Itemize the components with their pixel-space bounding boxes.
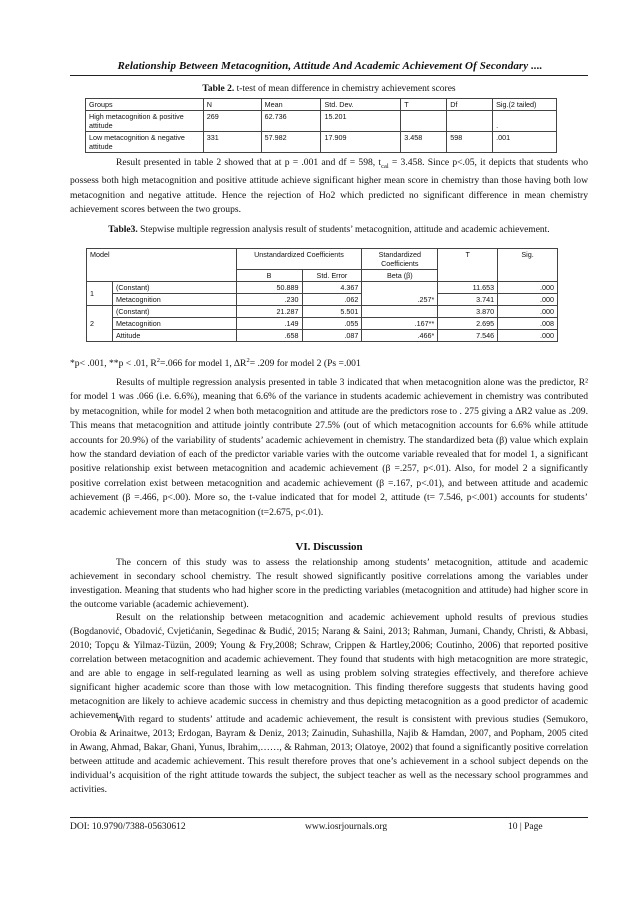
table2-cell-df xyxy=(447,111,493,132)
section-title: VI. Discussion xyxy=(295,541,363,553)
para1-subscript: cal xyxy=(381,162,389,170)
table3-cell-beta: .167** xyxy=(362,318,438,330)
table-row xyxy=(87,318,558,330)
table2 xyxy=(85,98,557,153)
result-paragraph-1 xyxy=(70,156,588,218)
table3-header-unstandardized: Unstandardized Coefficients xyxy=(236,249,362,270)
table2-caption-text: t-test of mean difference in chemistry achievement scores xyxy=(234,84,456,94)
table-row xyxy=(87,306,558,318)
table3-cell-b: .149 xyxy=(236,318,302,330)
table2-cell-sig: .001 xyxy=(493,132,557,153)
note-sup-2: 2 xyxy=(246,357,250,364)
table2-caption xyxy=(70,84,588,94)
table3-cell-t: 2.695 xyxy=(438,318,498,330)
table2-header: Df xyxy=(447,99,493,111)
table-row xyxy=(87,294,558,306)
table3-header-sig: Sig. xyxy=(498,249,558,282)
table2-caption-label: Table 2. xyxy=(202,84,235,94)
table2-cell-t: 3.458 xyxy=(401,132,447,153)
running-head: Relationship Between Metacognition, Attitude And Academic Achievement Of Secondary .... xyxy=(117,60,543,72)
table3-cell-se: .055 xyxy=(302,318,362,330)
table2-header: N xyxy=(203,99,261,111)
table3-cell-t: 3.870 xyxy=(438,306,498,318)
table2-cell-df: 598 xyxy=(447,132,493,153)
footer-page-number: 10 | Page xyxy=(508,822,543,832)
table3-header-beta: Beta (β) xyxy=(362,270,438,282)
table3-cell-b: 21.287 xyxy=(236,306,302,318)
table-row xyxy=(87,330,558,342)
header-rule xyxy=(70,75,588,76)
table2-cell-sig: . xyxy=(493,111,557,132)
table3-cell-name: Attitude xyxy=(112,330,236,342)
note-sup-1: 2 xyxy=(156,357,161,364)
table2-cell-n: 269 xyxy=(203,111,261,132)
table3-cell-sig: .000 xyxy=(498,306,558,318)
table3-caption-text: Stepwise multiple regression analysis result of students’ metacognition, attitude and academic achievement. xyxy=(137,225,550,235)
table3-header-t: T xyxy=(438,249,498,282)
table3-cell-sig: .000 xyxy=(498,282,558,294)
table2-header: Sig.(2 tailed) xyxy=(493,99,557,111)
table2-header: Mean xyxy=(261,99,321,111)
table3-note xyxy=(70,354,588,372)
table3-cell-se: .087 xyxy=(302,330,362,342)
table3-cell-t: 7.546 xyxy=(438,330,498,342)
table3-cell-beta: .257* xyxy=(362,282,438,306)
table3-cell-b: .230 xyxy=(236,294,302,306)
table3-cell-sig: .008 xyxy=(498,318,558,330)
note-part-a: *p< .001, **p < .01, R xyxy=(70,358,157,370)
table-row xyxy=(87,282,558,294)
table3-cell-name: (Constant) xyxy=(112,306,236,318)
table-row xyxy=(86,132,557,153)
table2-cell-mean: 62.736 xyxy=(261,111,321,132)
table3-header-std-error: Std. Error xyxy=(302,270,362,282)
footer-doi: DOI: 10.9790/7388-05630612 xyxy=(70,822,186,832)
table3-caption xyxy=(90,224,568,237)
table3-cell-t: 11.653 xyxy=(438,282,498,294)
discussion-paragraph-1: The concern of this study was to assess the relationship among students’ metacognition, attitude and academic achievement in secondary school chemistry. The result showed significantly positive correlations among the variables under investigation. Meaning that students who had higher score in the predicting variables (metacognition and attitude) had higher score in the outcome variable (academic achievement). xyxy=(70,557,588,610)
table3-cell-sig: .000 xyxy=(498,294,558,306)
footer-rule xyxy=(70,817,588,818)
table3-model-number: 2 xyxy=(87,306,113,342)
table2-header-row xyxy=(86,99,557,111)
table-row xyxy=(86,111,557,132)
table3-cell-name: Metacognition xyxy=(112,318,236,330)
table3-cell-name: Metacognition xyxy=(112,294,236,306)
table3-cell-beta: .466* xyxy=(362,330,438,342)
table3-header-b: B xyxy=(236,270,302,282)
table3-cell-b: 50.889 xyxy=(236,282,302,294)
note-part-b: =.066 for model 1, ∆R xyxy=(160,358,247,370)
discussion-paragraph-3: With regard to students’ attitude and academic achievement, the result is consistent with previous studies (Semukoro, Orobia & Arinaitwe, 2013; Erdogan, Bayram & Deniz, 2013; Zainudin, Suhashilla, Najib & Hamdan, 2007, and Popham, 2005 cited in Awang, Ahmad, Bakar, Ghani, Yunus, Ibrahim,……, & Rahman, 2013; Olatoye, 2002) that found a significantly positive correlation between attitude and academic achievement. This result therefore proves that one’s achievement in a school subject depends on the individual’s acquisition of the right attitude towards the subject, the subject teacher as well as the necessary school programmes and activities. xyxy=(70,714,588,795)
table3-header-standardized: Standardized Coefficients xyxy=(362,249,438,270)
table3-cell-se: 5.501 xyxy=(302,306,362,318)
table2-header: T xyxy=(401,99,447,111)
table3-cell-b: .658 xyxy=(236,330,302,342)
table3-header-model: Model xyxy=(87,249,237,282)
table3-cell-t: 3.741 xyxy=(438,294,498,306)
footer-website: www.iosrjournals.org xyxy=(305,822,388,832)
table3-cell-beta xyxy=(362,306,438,318)
table3-caption-label: Table3. xyxy=(108,225,138,235)
result-paragraph-2: Results of multiple regression analysis presented in table 3 indicated that when metacognition alone was the predictor, R² for model 1 was .066 (i.e. 6.6%), meaning that 6.6% of the variance in students academic achievement in chemistry was contributed by metacognition, while for model 2 when both metacognition and attitude are the predictors rose to . 275 giving a ∆R2 value as .209. This means that metacognition and attitude jointly contribute 27.5% (out of which metacognition accounts for 6.6% while attitude accounts for 20.9%) of the variability of students’ academic achievement in chemistry. The standardized beta (β) value which explain how the standard deviation of each of the predictor variable varies with the outcome variable revealed that for model 1, a significant positive relationship exist between metacognition and academic achievement (β =.257, p<.01). Also, for model 2 a significantly positive correlation exist between metacognition and academic achievement (β =.167, p<.01), and between attitude and academic achievement (β =.466, p<.00). More so, the t-value indicated that for model 2, attitude (t= 7.546, p<.001) accounts for students’ academic achievement more than metacognition (t=2.675, p<.01). xyxy=(70,377,588,518)
table2-cell-sd: 17.909 xyxy=(321,132,401,153)
para1-text: Result presented in table 2 showed that at p = .001 and df = 598, t xyxy=(116,157,382,168)
table2-header: Groups xyxy=(86,99,204,111)
table3-cell-se: 4.367 xyxy=(302,282,362,294)
table3-header-row xyxy=(87,249,558,270)
table3-model-number: 1 xyxy=(87,282,113,306)
note-part-c: = .209 for model 2 (Ps =.001 xyxy=(249,358,361,370)
table2-cell-t xyxy=(401,111,447,132)
table2-cell-sd: 15.201 xyxy=(321,111,401,132)
table3-cell-name: (Constant) xyxy=(112,282,236,294)
table3-cell-se: .062 xyxy=(302,294,362,306)
table2-cell-mean: 57.982 xyxy=(261,132,321,153)
para1-text-rest: = 3.458. Since p<.05, it depicts that students who possess both high metacognition and positive attitude achieve significant higher mean score in chemistry than those having both low metacognition and negative attitude. Hence the rejection of Ho2 which predicted no significant difference in mean chemistry achievement scores between the two groups. xyxy=(70,157,588,216)
table3 xyxy=(86,248,558,342)
table2-cell-n: 331 xyxy=(203,132,261,153)
table2-cell-group: High metacognition & positive attitude xyxy=(86,111,204,132)
table2-cell-group: Low metacognition & negative attitude xyxy=(86,132,204,153)
table3-cell-sig: .000 xyxy=(498,330,558,342)
discussion-paragraph-2: Result on the relationship between metacognition and academic achievement uphold results of previous studies (Bogdanović, Obadović, Cvjetićanin, Segedinac & Budić, 2015; Narang & Saini, 2013; Rahman, Jumani, Chandy, Christi, & Abbasi, 2010; Topçu & Yilmaz-Tüzün, 2009; Young & Fry,2008; Schraw, Crippen & Hartley,2006; Coutinho, 2006) that reported positive correlation between metacognition and academic achievement. They found that students with high metacognition are more strategic, and are able to engage in self-regulated learning as well as using problem solving strategies effectively, and therefore achieve significant higher academic score than those with low metacognition. This finding therefore suggests that students having good metacognition are likely to achieve academic success in chemistry and thus depicting metacognition as a good predictor of academic achievement. xyxy=(70,612,588,721)
table2-header: Std. Dev. xyxy=(321,99,401,111)
